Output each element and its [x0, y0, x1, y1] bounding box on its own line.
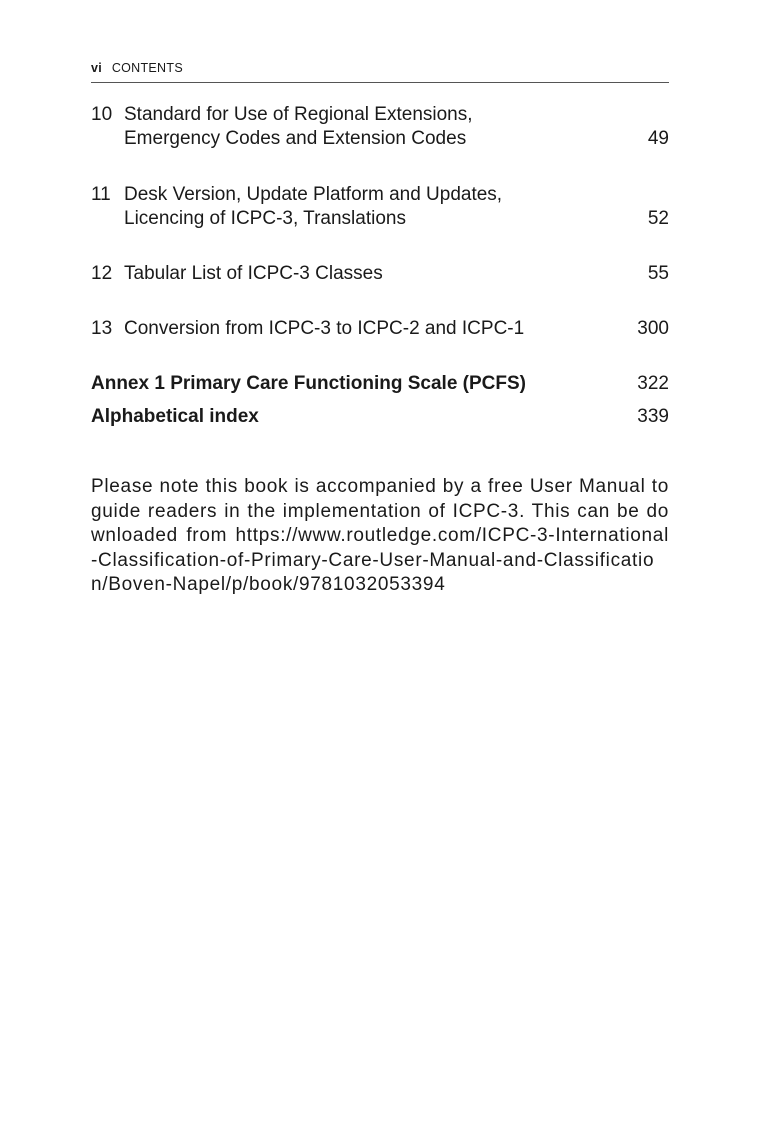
toc-entry-12[interactable] [91, 262, 669, 286]
toc-entry-11[interactable] [91, 183, 669, 231]
toc-annex-title: Annex 1 Primary Care Functioning Scale (PCFS) [91, 373, 526, 394]
toc-entry-number: 11 [91, 184, 111, 205]
toc-entry-number: 12 [91, 263, 113, 284]
toc-entry-title-line: Emergency Codes and Extension Codes [124, 128, 467, 149]
toc-entry-number: 13 [91, 318, 113, 339]
toc-entry-number: 10 [91, 104, 113, 125]
toc-entry-title-line: Tabular List of ICPC-3 Classes [124, 263, 383, 284]
toc-entry-title [124, 183, 599, 231]
user-manual-note: Please note this book is accompanied by a free User Manual to guide readers in the implementation of ICPC-3. This can be downloaded from https://www.routledge.com/ICPC-3-International-Classification-of-Primary-Care-User-Manual-and-Classification/Boven-Napel/p/book/9781032053394 [91, 476, 669, 595]
page-folio: vi [91, 61, 103, 75]
toc-entry-page: 49 [647, 128, 669, 149]
toc-entry-page: 300 [637, 318, 669, 339]
toc-entry-page: 55 [647, 263, 669, 284]
toc-annex-title: Alphabetical index [91, 406, 259, 427]
toc-entry-page: 52 [647, 208, 669, 229]
toc-annex-1[interactable] [91, 372, 669, 396]
toc-entry-title-line: Licencing of ICPC-3, Translations [124, 208, 406, 229]
toc-entry-title-line: Desk Version, Update Platform and Updates, [124, 184, 503, 205]
toc-entry-title-line: Conversion from ICPC-3 to ICPC-2 and ICPC-1 [124, 318, 525, 339]
toc-entry-10[interactable] [91, 103, 669, 151]
section-title: CONTENTS [111, 61, 183, 75]
toc-entry-title-line: Standard for Use of Regional Extensions, [124, 104, 473, 125]
running-head [91, 60, 669, 83]
toc-annex-page: 339 [637, 406, 669, 427]
toc-entry-title [124, 317, 599, 341]
toc-entry-13[interactable] [91, 317, 669, 341]
toc-entry-title [124, 103, 599, 151]
toc-entry-title [124, 262, 599, 286]
toc-annex-page: 322 [637, 373, 669, 394]
toc-alphabetical-index[interactable] [91, 405, 669, 429]
